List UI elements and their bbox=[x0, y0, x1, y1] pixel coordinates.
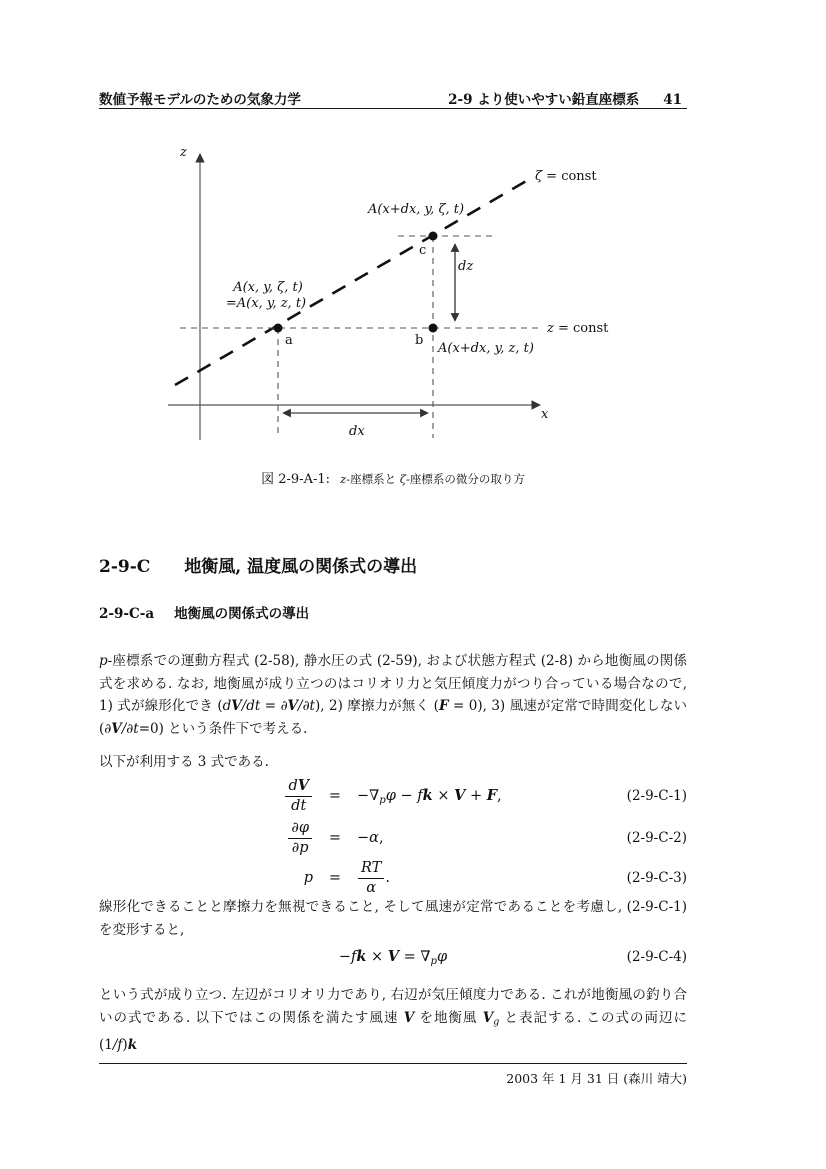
point-b-label: b bbox=[415, 333, 424, 348]
dx-label: dx bbox=[349, 424, 365, 439]
page-number: 41 bbox=[663, 92, 682, 108]
eq4-body: −fk × V = ∇pφ bbox=[338, 948, 448, 967]
point-c-label: c bbox=[419, 243, 427, 258]
equation-2-9-C-4 bbox=[99, 948, 687, 967]
section-title: 地衡風, 温度風の関係式の導出 bbox=[184, 557, 418, 577]
point-a-label: a bbox=[285, 333, 293, 348]
subsection-number: 2-9-C-a bbox=[99, 606, 155, 622]
eq3-tag: (2-9-C-3) bbox=[626, 870, 687, 886]
eq1-equals: = bbox=[328, 788, 342, 804]
paragraph-conditions: p-座標系での運動方程式 (2-58), 静水圧の式 (2-59), および状態方程式 (2-8) から地衡風の関係式を求める. なお, 地衡風が成り立つのはコリオリ力と気圧傾度力がつり合っている場合なので, 1) 式が線形化でき (dV/dt = ∂V/∂t), 2) 摩擦力が無く (F = 0), 3) 風速が定常で時間変化しない (∂V/∂t=0) という条件下で考える. bbox=[99, 653, 687, 737]
equation-2-9-C-1 bbox=[99, 774, 687, 818]
label-A-x-zeta: A(x, y, ζ, t) bbox=[233, 280, 303, 295]
dz-label: dz bbox=[458, 259, 474, 274]
figure-2-9-A-1 bbox=[160, 140, 630, 470]
paragraph-three-equations: 以下が利用する 3 式である. bbox=[99, 754, 269, 770]
footer-date: 2003 年 1 月 31 日 (森川 靖大) bbox=[506, 1071, 687, 1086]
eq3-lhs: p bbox=[303, 870, 313, 886]
eq2-rhs: −α, bbox=[357, 830, 384, 846]
running-header-left: 数値予報モデルのための気象力学 bbox=[99, 92, 301, 108]
label-A-x-z: =A(x, y, z, t) bbox=[225, 296, 307, 311]
eq3-rhs: $\frac{RT}{\alpha}$ . bbox=[357, 860, 390, 896]
eq1-lhs: $\frac{dV}{dt}$ bbox=[284, 778, 313, 814]
paragraph-geostrophic-balance: という式が成り立つ. 左辺がコリオリ力であり, 右辺が気圧傾度力である. これが地衡風の釣り合いの式である. 以下ではこの関係を満たす風速 V を地衡風 Vg と表記する. この式の両辺に (1/f)k bbox=[99, 987, 687, 1053]
running-header-right bbox=[448, 88, 682, 108]
paragraph-linearize: 線形化できることと摩擦力を無視できること, そして風速が定常であることを考慮し, (2-9-C-1) を変形すると, bbox=[99, 899, 687, 938]
point-c-dot bbox=[429, 232, 438, 241]
section-heading bbox=[99, 552, 417, 577]
eq2-equals: = bbox=[328, 830, 342, 846]
eq3-equals: = bbox=[328, 870, 342, 886]
footer-rule bbox=[99, 1063, 687, 1064]
header-rule bbox=[99, 108, 687, 109]
zeta-const-label: ζ = const bbox=[535, 169, 597, 184]
subsection-heading bbox=[99, 602, 309, 622]
label-A-x-plus-dx-zeta: A(x+dx, y, ζ, t) bbox=[367, 202, 465, 217]
eq1-tag: (2-9-C-1) bbox=[626, 788, 687, 804]
point-b-dot bbox=[429, 324, 438, 333]
figure-caption-text: z-座標系と ζ-座標系の微分の取り方 bbox=[340, 472, 525, 486]
eq4-tag: (2-9-C-4) bbox=[626, 949, 687, 966]
x-axis-label: x bbox=[541, 407, 549, 422]
eq1-rhs: −∇pφ − fk × V + F, bbox=[357, 786, 502, 806]
figure-caption-label: 図 2-9-A-1: bbox=[261, 472, 331, 487]
subsection-title: 地衡風の関係式の導出 bbox=[174, 606, 310, 622]
point-a-dot bbox=[274, 324, 283, 333]
running-header-section: 2-9 より使いやすい鉛直座標系 bbox=[448, 92, 640, 108]
equation-block bbox=[99, 774, 687, 898]
z-const-label: z = const bbox=[547, 321, 609, 336]
equation-2-9-C-2 bbox=[99, 818, 687, 858]
equation-2-9-C-3 bbox=[99, 858, 687, 898]
figure-caption bbox=[99, 468, 687, 487]
z-axis-label: z bbox=[180, 145, 187, 160]
section-number: 2-9-C bbox=[99, 557, 151, 577]
eq2-lhs: $\frac{\partial\varphi}{\partial p}$ bbox=[287, 820, 313, 856]
eq2-tag: (2-9-C-2) bbox=[626, 830, 687, 846]
label-A-x-plus-dx-z: A(x+dx, y, z, t) bbox=[438, 341, 534, 356]
